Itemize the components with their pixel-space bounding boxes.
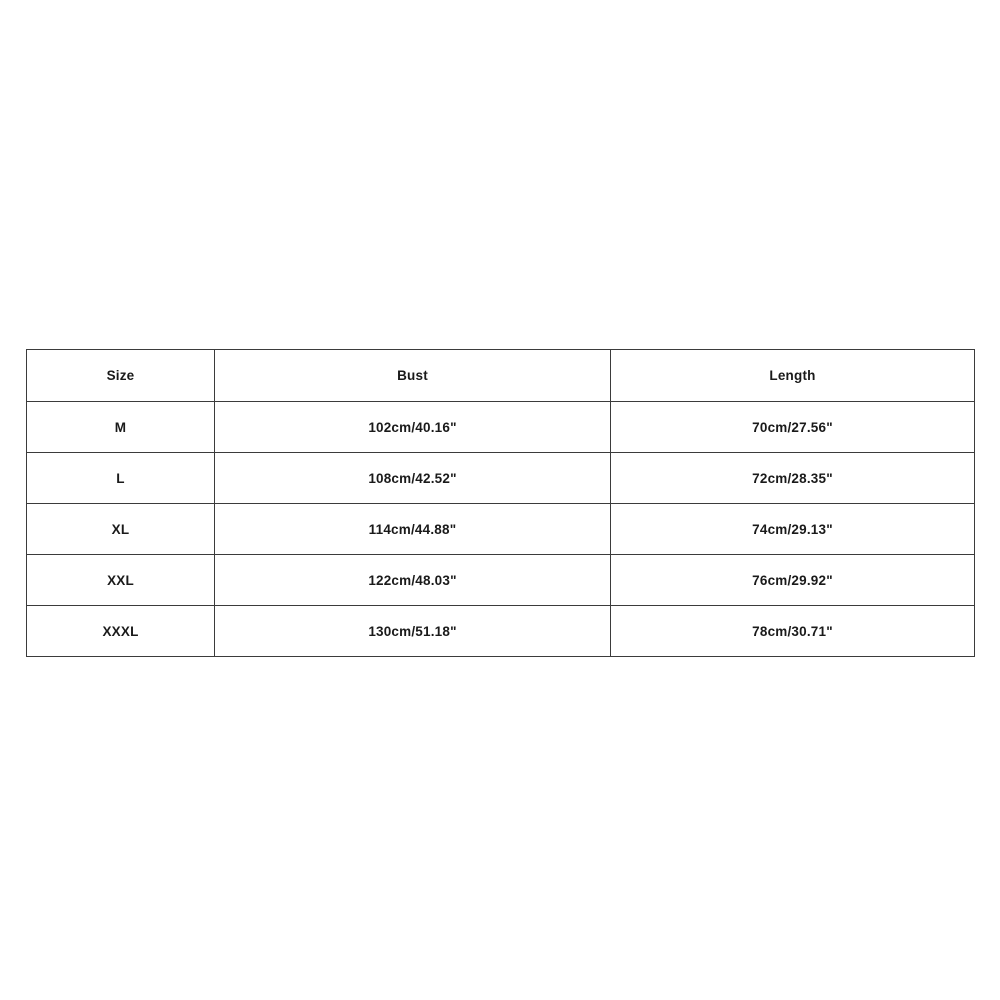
cell-length: 72cm/28.35": [611, 453, 975, 504]
table-header-row: [27, 350, 975, 402]
cell-size: XXL: [27, 555, 215, 606]
cell-size: M: [27, 402, 215, 453]
table-row: [27, 606, 975, 657]
table-row: [27, 504, 975, 555]
cell-size: XL: [27, 504, 215, 555]
table-row: [27, 453, 975, 504]
cell-bust: 114cm/44.88": [215, 504, 611, 555]
table-row: [27, 402, 975, 453]
column-header-size: Size: [27, 350, 215, 402]
cell-bust: 108cm/42.52": [215, 453, 611, 504]
cell-size: L: [27, 453, 215, 504]
cell-bust: 102cm/40.16": [215, 402, 611, 453]
cell-length: 74cm/29.13": [611, 504, 975, 555]
cell-length: 78cm/30.71": [611, 606, 975, 657]
cell-bust: 130cm/51.18": [215, 606, 611, 657]
cell-length: 70cm/27.56": [611, 402, 975, 453]
cell-bust: 122cm/48.03": [215, 555, 611, 606]
cell-size: XXXL: [27, 606, 215, 657]
size-chart-table: [26, 349, 975, 657]
column-header-length: Length: [611, 350, 975, 402]
table-row: [27, 555, 975, 606]
cell-length: 76cm/29.92": [611, 555, 975, 606]
column-header-bust: Bust: [215, 350, 611, 402]
table-body: [27, 402, 975, 657]
table-header: [27, 350, 975, 402]
